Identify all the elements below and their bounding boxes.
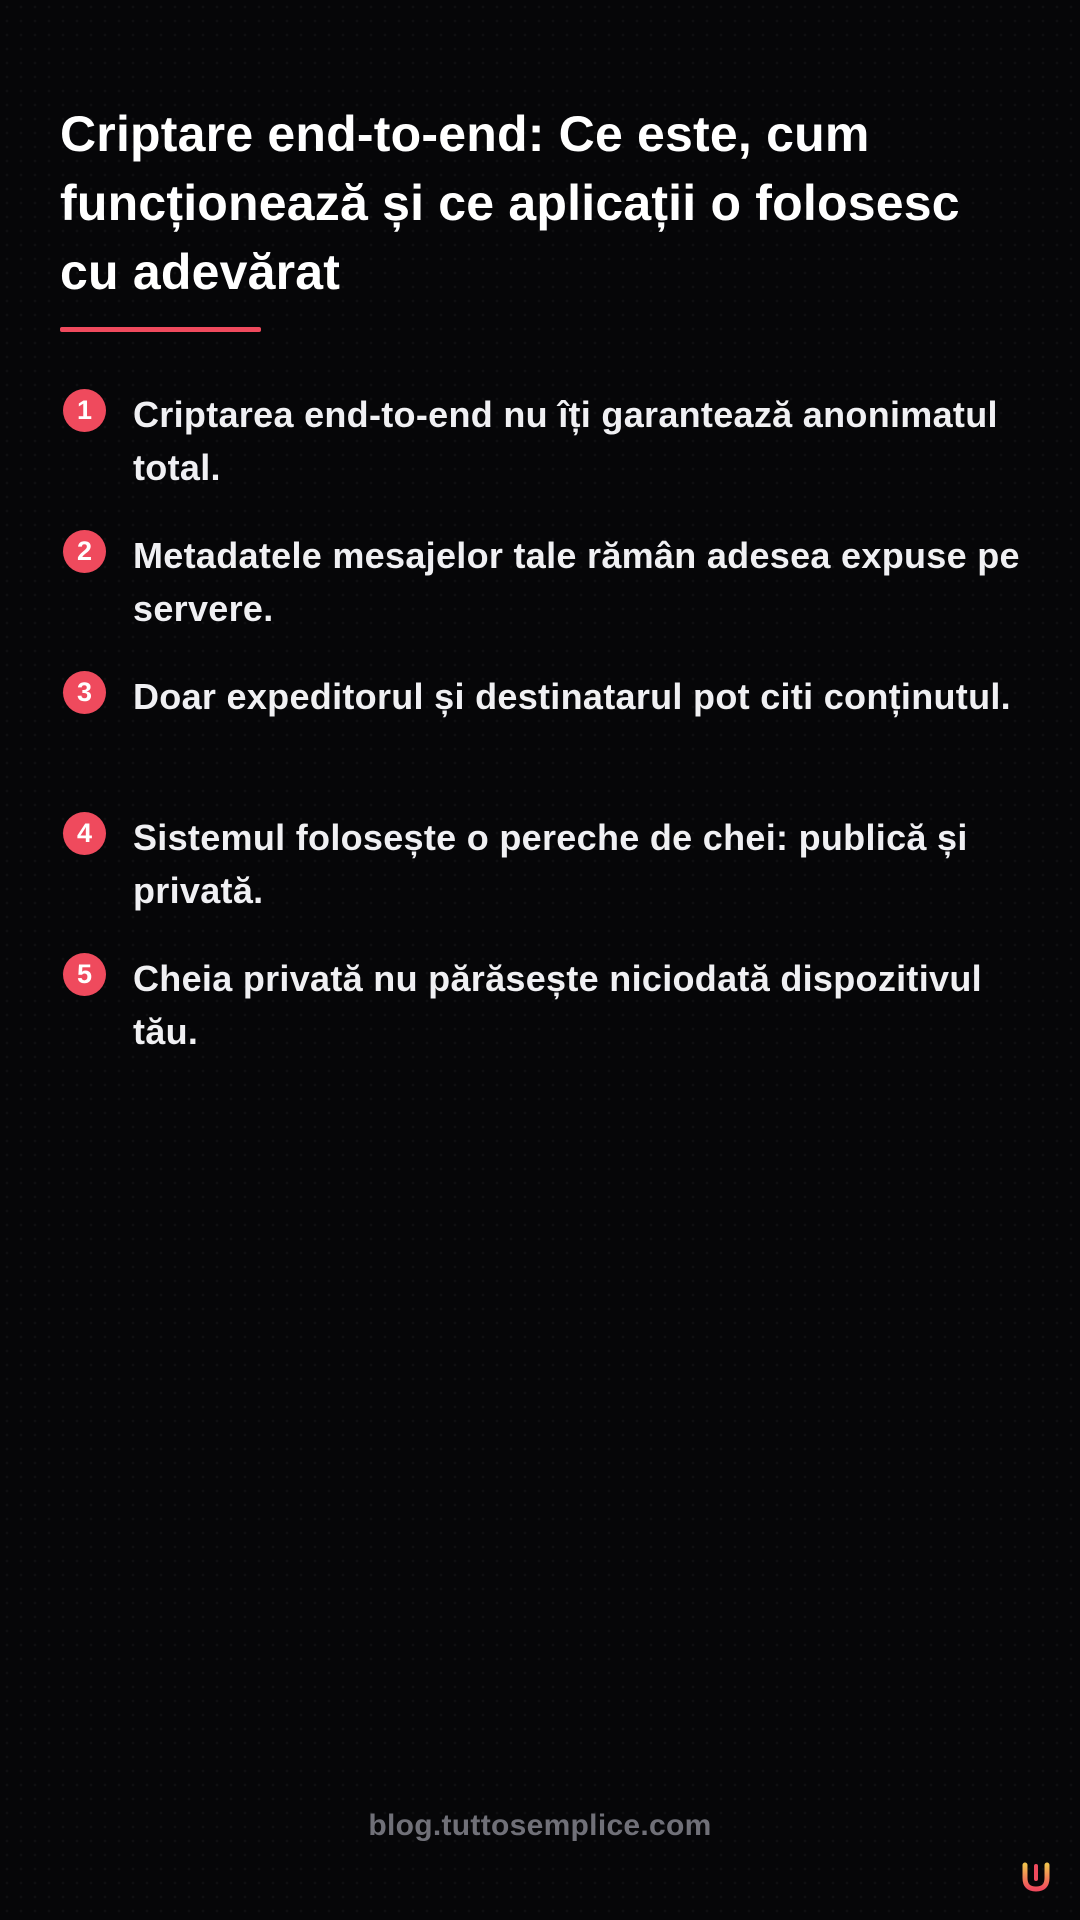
point-text: Criptarea end-to-end nu îți garantează anonimatul total. (133, 394, 998, 488)
list-item (60, 529, 1020, 670)
list-item (60, 670, 1020, 811)
list-item (60, 811, 1020, 952)
point-text: Cheia privată nu părăsește niciodată dispozitivul tău. (133, 958, 982, 1052)
number-badge: 3 (63, 671, 106, 714)
page-title: Criptare end-to-end: Ce este, cum funcționează și ce aplicații o folosesc cu adevărat (60, 106, 960, 300)
point-text: Sistemul folosește o pereche de chei: publică și privată. (133, 817, 968, 911)
title-underline (60, 327, 261, 332)
number-badge: 1 (63, 389, 106, 432)
footer-url[interactable]: blog.tuttosemplice.com (368, 1809, 712, 1842)
key-points-list (60, 388, 1020, 1093)
point-text: Metadatele mesajelor tale rămân adesea expuse pe servere. (133, 535, 1020, 629)
tuttosemplice-logo-icon (1022, 1862, 1050, 1892)
number-badge: 4 (63, 812, 106, 855)
number-badge: 2 (63, 530, 106, 573)
point-text: Doar expeditorul și destinatarul pot citi conținutul. (133, 676, 1011, 717)
list-item (60, 952, 1020, 1093)
number-badge: 5 (63, 953, 106, 996)
list-item (60, 388, 1020, 529)
